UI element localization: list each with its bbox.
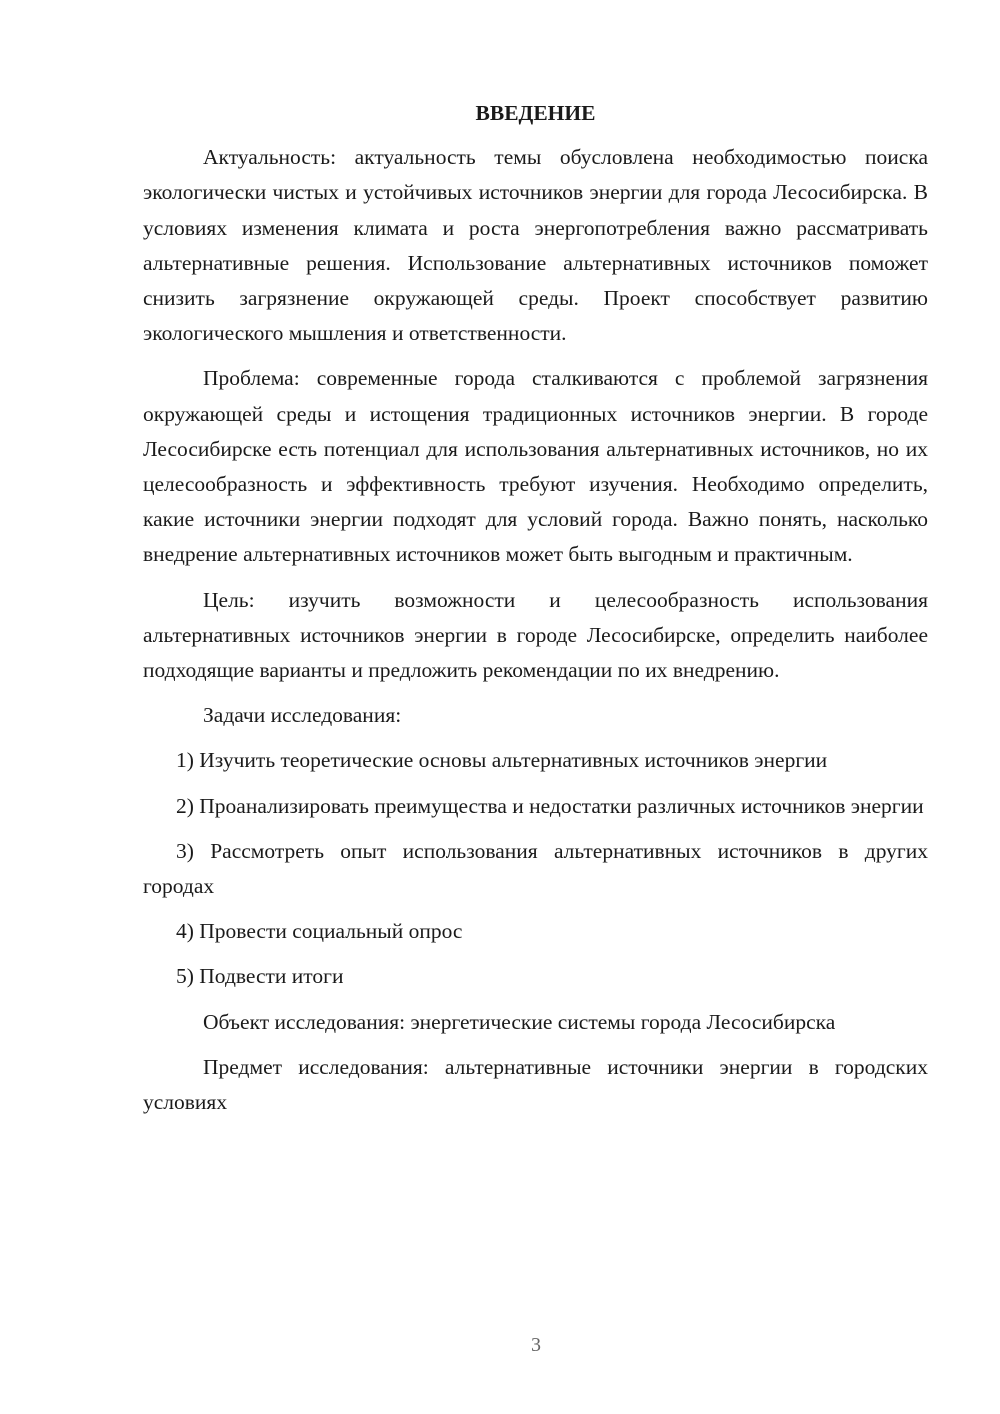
paragraph-subject: Предмет исследования: альтернативные источники энергии в городских условиях xyxy=(143,1054,928,1115)
task-item: 1) Изучить теоретические основы альтернативных источников энергии xyxy=(176,748,828,773)
task-item: 2) Проанализировать преимущества и недостатки различных источников энергии xyxy=(176,793,924,818)
task-item: 3) Рассмотреть опыт использования альтернативных источников в других городах xyxy=(143,838,928,899)
task-item: 4) Провести социальный опрос xyxy=(176,919,463,944)
page-title: ВВЕДЕНИЕ xyxy=(475,101,596,125)
paragraph-object: Объект исследования: энергетические системы города Лесосибирска xyxy=(203,1009,836,1034)
task-item: 5) Подвести итоги xyxy=(176,964,344,989)
paragraph-goal: Цель: изучить возможности и целесообразность использования альтернативных источников энергии в городе Лесосибирске, определить наиболее подходящие варианты и предложить рекомендации по их внедрению. xyxy=(143,587,928,683)
page-content xyxy=(143,96,928,1130)
paragraph-relevance: Актуальность: актуальность темы обусловлена необходимостью поиска экологически чистых и устойчивых источников энергии для города Лесосибирска. В условиях изменения климата и роста энергопотребления важно рассматривать альтернативные решения. Использование альтернативных источников поможет снизить загрязнение окружающей среды. Проект способствует развитию экологического мышления и ответственности. xyxy=(143,145,928,346)
page-number: 3 xyxy=(531,1334,541,1356)
paragraph-problem: Проблема: современные города сталкиваются с проблемой загрязнения окружающей среды и истощения традиционных источников энергии. В городе Лесосибирске есть потенциал для использования альтернативных источников, но их целесообразность и эффективность требуют изучения. Необходимо определить, какие источники энергии подходят для условий города. Важно понять, насколько внедрение альтернативных источников может быть выгодным и практичным. xyxy=(143,366,928,567)
tasks-heading: Задачи исследования: xyxy=(203,703,402,728)
